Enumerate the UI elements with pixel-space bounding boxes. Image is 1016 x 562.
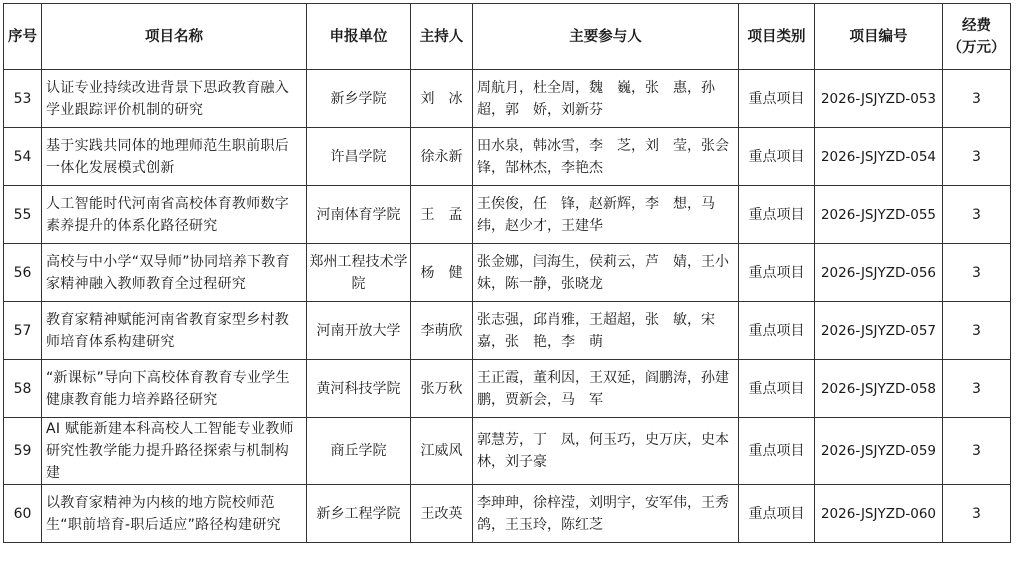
row-project-name: 认证专业持续改进背景下思政教育融入学业跟踪评价机制的研究 (42, 70, 307, 128)
row-members: 田水泉，韩冰雪，李 芝，刘 莹，张会锋，郜林杰，李艳杰 (473, 128, 739, 186)
row-members: 张金娜，闫海生，侯莉云，芦 婧，王小妹，陈一静，张晓龙 (473, 244, 739, 302)
header-fund-line1: 经费 (962, 17, 991, 34)
row-no: 54 (4, 128, 42, 186)
row-members: 王正霞，董利因，王双延，阎鹏涛，孙建鹏，贾新会，马 军 (473, 360, 739, 418)
table-row (4, 186, 1011, 244)
header-project-name: 项目名称 (42, 4, 307, 70)
row-project-name: 以教育家精神为内核的地方院校师范生“职前培育-职后适应”路径构建研究 (42, 485, 307, 543)
row-host: 杨 健 (411, 244, 473, 302)
table-row (4, 418, 1011, 485)
row-host: 刘 冰 (411, 70, 473, 128)
row-project-name: 基于实践共同体的地理师范生职前职后一体化发展模式创新 (42, 128, 307, 186)
header-members: 主要参与人 (473, 4, 739, 70)
row-category: 重点项目 (739, 128, 815, 186)
row-no: 58 (4, 360, 42, 418)
row-category: 重点项目 (739, 485, 815, 543)
row-no: 59 (4, 418, 42, 485)
row-host: 王 孟 (411, 186, 473, 244)
row-category: 重点项目 (739, 360, 815, 418)
row-no: 55 (4, 186, 42, 244)
row-code: 2026-JSJYZD-054 (815, 128, 943, 186)
row-no: 60 (4, 485, 42, 543)
row-code: 2026-JSJYZD-053 (815, 70, 943, 128)
table-row (4, 244, 1011, 302)
row-unit: 商丘学院 (307, 418, 411, 485)
row-unit: 新乡学院 (307, 70, 411, 128)
row-unit: 黄河科技学院 (307, 360, 411, 418)
row-code: 2026-JSJYZD-055 (815, 186, 943, 244)
row-project-name: 高校与中小学“双导师”协同培养下教育家精神融入教师教育全过程研究 (42, 244, 307, 302)
row-fund: 3 (943, 70, 1011, 128)
row-fund: 3 (943, 360, 1011, 418)
header-fund-line2: （万元） (947, 39, 1006, 56)
row-code: 2026-JSJYZD-056 (815, 244, 943, 302)
header-host: 主持人 (411, 4, 473, 70)
header-category: 项目类别 (739, 4, 815, 70)
row-code: 2026-JSJYZD-058 (815, 360, 943, 418)
row-project-name: AI 赋能新建本科高校人工智能专业教师研究性教学能力提升路径探索与机制构建 (42, 418, 307, 485)
row-unit: 郑州工程技术学院 (307, 244, 411, 302)
header-unit: 申报单位 (307, 4, 411, 70)
row-members: 王俟俊，任 锋，赵新辉，李 想，马 纬，赵少才，王建华 (473, 186, 739, 244)
row-members: 张志强，邱肖雅，王超超，张 敏，宋 嘉，张 艳，李 萌 (473, 302, 739, 360)
row-fund: 3 (943, 244, 1011, 302)
row-category: 重点项目 (739, 418, 815, 485)
table-row (4, 70, 1011, 128)
row-code: 2026-JSJYZD-060 (815, 485, 943, 543)
row-host: 徐永新 (411, 128, 473, 186)
row-unit: 河南体育学院 (307, 186, 411, 244)
row-project-name: 人工智能时代河南省高校体育教师数字素养提升的体系化路径研究 (42, 186, 307, 244)
row-fund: 3 (943, 485, 1011, 543)
row-host: 王改英 (411, 485, 473, 543)
row-host: 江威风 (411, 418, 473, 485)
row-no: 56 (4, 244, 42, 302)
header-no: 序号 (4, 4, 42, 70)
row-project-name: 教育家精神赋能河南省教育家型乡村教师培育体系构建研究 (42, 302, 307, 360)
row-fund: 3 (943, 186, 1011, 244)
row-unit: 新乡工程学院 (307, 485, 411, 543)
row-code: 2026-JSJYZD-057 (815, 302, 943, 360)
row-host: 李萌欣 (411, 302, 473, 360)
row-unit: 河南开放大学 (307, 302, 411, 360)
row-category: 重点项目 (739, 244, 815, 302)
row-category: 重点项目 (739, 186, 815, 244)
row-members: 李珅珅，徐梓滢，刘明宇，安军伟，王秀鸽，王玉玲，陈红芝 (473, 485, 739, 543)
row-fund: 3 (943, 418, 1011, 485)
table-row (4, 302, 1011, 360)
table-row (4, 360, 1011, 418)
header-code: 项目编号 (815, 4, 943, 70)
row-members: 周航月，杜全周，魏 巍，张 惠，孙 超，郭 娇，刘新芬 (473, 70, 739, 128)
row-category: 重点项目 (739, 302, 815, 360)
row-no: 57 (4, 302, 42, 360)
table-row (4, 128, 1011, 186)
row-members: 郭慧芳，丁 凤，何玉巧，史万庆，史本林，刘子豪 (473, 418, 739, 485)
row-category: 重点项目 (739, 70, 815, 128)
row-project-name: “新课标”导向下高校体育教育专业学生健康教育能力培养路径研究 (42, 360, 307, 418)
row-host: 张万秋 (411, 360, 473, 418)
row-no: 53 (4, 70, 42, 128)
project-table (3, 3, 1011, 543)
header-fund (943, 4, 1011, 70)
header-row (4, 4, 1011, 70)
row-code: 2026-JSJYZD-059 (815, 418, 943, 485)
row-unit: 许昌学院 (307, 128, 411, 186)
row-fund: 3 (943, 302, 1011, 360)
row-fund: 3 (943, 128, 1011, 186)
table-row (4, 485, 1011, 543)
